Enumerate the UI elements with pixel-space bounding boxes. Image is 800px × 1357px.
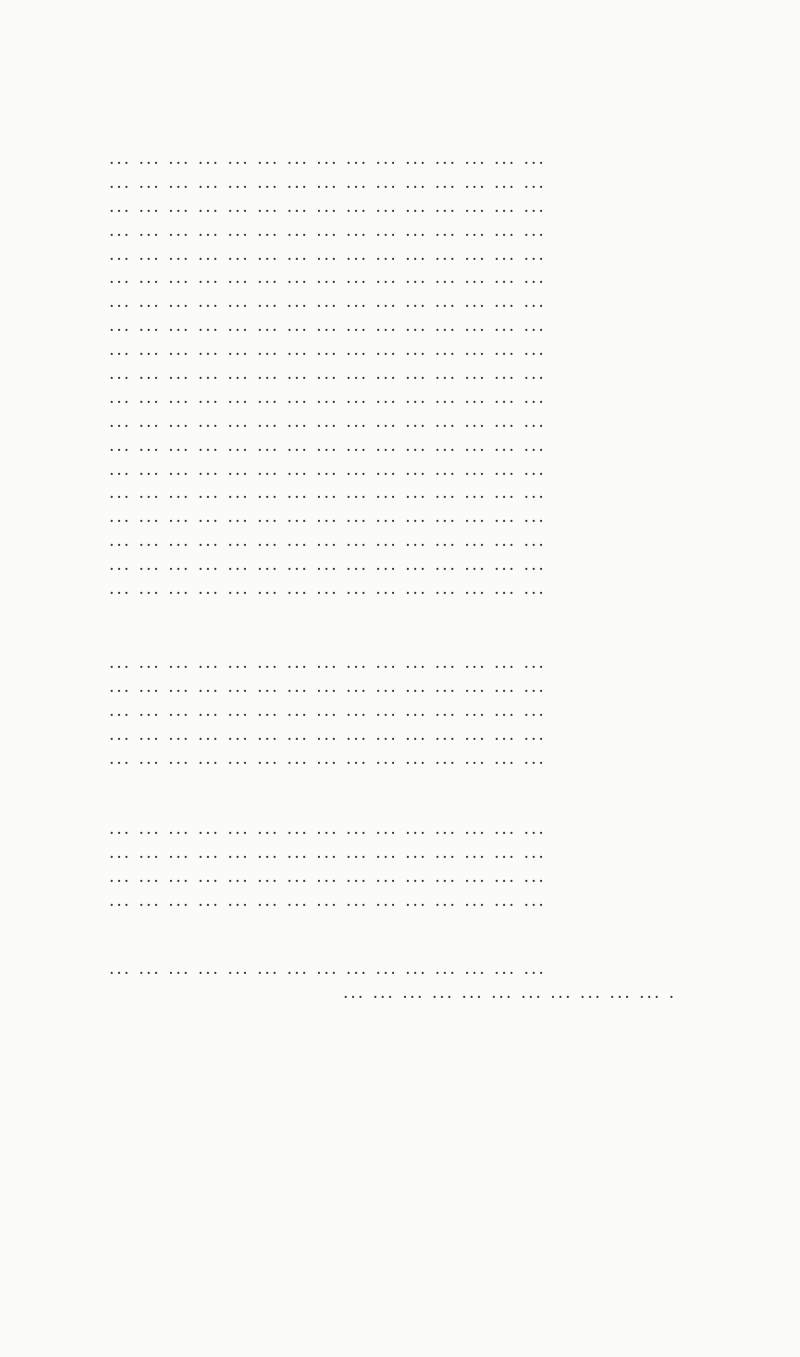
list-item [103, 529, 723, 553]
list-item [103, 147, 723, 171]
list-item [103, 889, 723, 913]
list-item [103, 817, 723, 841]
list-item [103, 195, 723, 219]
refuse-section [83, 949, 723, 1005]
list-item [103, 219, 723, 243]
list-item [103, 481, 723, 505]
list-item [103, 651, 723, 675]
list-item [103, 290, 723, 314]
list-item [103, 577, 723, 601]
list-item [103, 723, 723, 747]
list-item [103, 266, 723, 290]
list-item [103, 386, 723, 410]
list-item [103, 505, 723, 529]
drainage-section [83, 643, 723, 770]
list-item [103, 675, 723, 699]
list-item [103, 338, 723, 362]
list-item [103, 314, 723, 338]
list-item [103, 410, 723, 434]
list-item [103, 841, 723, 865]
list-item [103, 553, 723, 577]
list-item [103, 865, 723, 889]
list-item [103, 434, 723, 458]
list-item [103, 243, 723, 267]
sanitary-section [83, 809, 723, 913]
list-item [103, 362, 723, 386]
general-repairs-section [83, 139, 723, 601]
list-item [103, 981, 723, 1005]
list-item [103, 747, 723, 771]
list-item [103, 458, 723, 482]
list-item [103, 699, 723, 723]
list-item [103, 957, 723, 981]
list-item [103, 171, 723, 195]
